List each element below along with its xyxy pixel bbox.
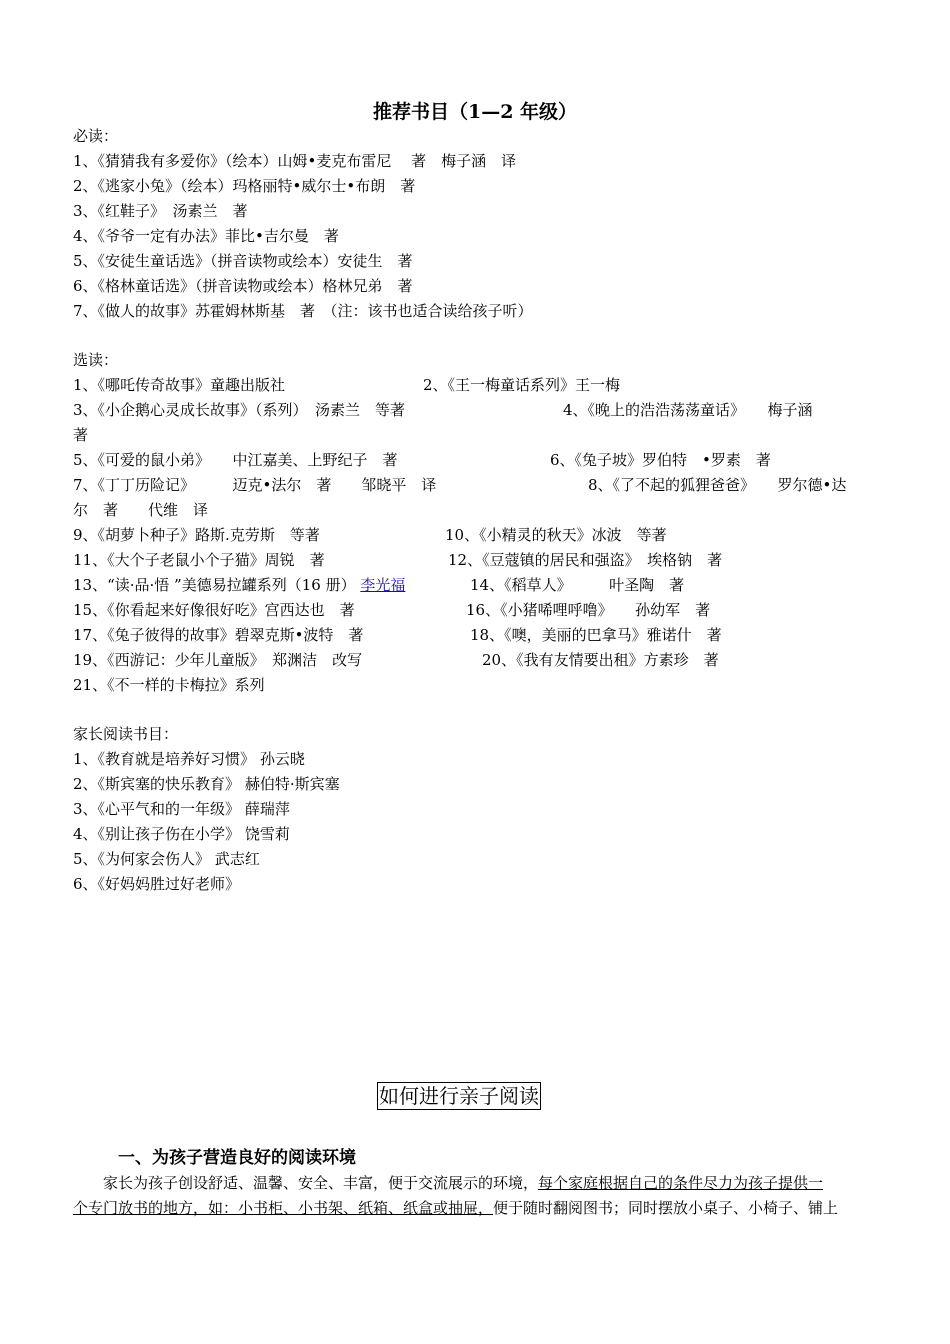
optional-item-13 — [73, 573, 405, 598]
optional-item-8-wrap: 尔 著 代维 译 — [73, 501, 209, 519]
optional-row-1 — [73, 373, 878, 398]
optional-row-3 — [73, 448, 878, 473]
optional-item-17: 17、《兔子彼得的故事》碧翠克斯•波特 著 — [73, 626, 364, 644]
required-item-7: 7、《做人的故事》苏霍姆林斯基 著 （注：该书也适合读给孩子听） — [73, 302, 533, 320]
section-paragraph-line-2 — [73, 1196, 878, 1221]
required-item-6: 6、《格林童话选》（拼音读物或绘本）格林兄弟 著 — [73, 277, 413, 295]
optional-row-8 — [73, 598, 878, 623]
required-label: 必读： — [73, 127, 119, 145]
optional-item-13-text: 13、“读·品·悟 ”美德易拉罐系列（16 册） — [73, 576, 356, 594]
parents-item-2: 2、《斯宾塞的快乐教育》 赫伯特·斯宾塞 — [73, 775, 340, 793]
optional-item-3: 3、《小企鹅心灵成长故事》（系列） 汤素兰 等著 — [73, 401, 406, 419]
optional-item-18: 18、《噢，美丽的巴拿马》雅诺什 著 — [470, 626, 722, 644]
optional-item-4: 4、《晚上的浩浩荡荡童话》 梅子涵 — [563, 401, 813, 419]
optional-item-14: 14、《稻草人》 叶圣陶 著 — [470, 576, 685, 594]
section-title: 如何进行亲子阅读 — [379, 1084, 539, 1108]
optional-item-6: 6、《兔子坡》罗伯特 •罗素 著 — [550, 451, 771, 469]
page-title: 推荐书目（1—2 年级） — [372, 101, 578, 123]
optional-row-9 — [73, 623, 878, 648]
optional-row-10 — [73, 648, 878, 673]
optional-row-7 — [73, 573, 878, 598]
optional-item-10: 10、《小精灵的秋天》冰波 等著 — [445, 526, 667, 544]
section-paragraph — [73, 1171, 878, 1196]
optional-item-9: 9、《胡萝卜种子》路斯.克劳斯 等著 — [73, 526, 320, 544]
parents-label: 家长阅读书目： — [73, 725, 179, 743]
required-item-3: 3、《红鞋子》 汤素兰 著 — [73, 202, 248, 220]
optional-row-6 — [73, 548, 878, 573]
optional-item-8: 8、《了不起的狐狸爸爸》 罗尔德•达 — [588, 476, 847, 494]
optional-item-19: 19、《西游记：少年儿童版》 郑渊洁 改写 — [73, 651, 363, 669]
required-item-5: 5、《安徒生童话选》（拼音读物或绘本）安徒生 著 — [73, 252, 413, 270]
optional-row-4 — [73, 473, 878, 498]
required-item-4: 4、《爷爷一定有办法》菲比•吉尔曼 著 — [73, 227, 339, 245]
paragraph-text-end: 便于随时翻阅图书；同时摆放小桌子、小椅子、铺上 — [493, 1199, 839, 1217]
optional-item-12: 12、《豆蔻镇的居民和强盗》 埃格钠 著 — [448, 551, 723, 569]
optional-item-11: 11、《大个子老鼠小个子猫》周锐 著 — [73, 551, 325, 569]
paragraph-underlined-1: 每个家庭根据自己的条件尽力为孩子提供一 — [538, 1174, 824, 1192]
optional-row-5 — [73, 523, 878, 548]
optional-item-7: 7、《丁丁历险记》 迈克•法尔 著 邹晓平 译 — [73, 476, 437, 494]
required-item-1: 1、《猜猜我有多爱你》（绘本）山姆•麦克布雷尼 著 梅子涵 译 — [73, 152, 517, 170]
optional-item-2: 2、《王一梅童话系列》王一梅 — [423, 376, 621, 394]
optional-item-15: 15、《你看起来好像很好吃》宫西达也 著 — [73, 601, 355, 619]
author-link-li-guangfu[interactable]: 李光福 — [360, 576, 406, 594]
required-item-2: 2、《逃家小兔》（绘本）玛格丽特•威尔士•布朗 著 — [73, 177, 416, 195]
parents-item-3: 3、《心平气和的一年级》 薛瑞萍 — [73, 800, 290, 818]
optional-item-20: 20、《我有友情要出租》方素珍 著 — [482, 651, 719, 669]
parents-item-4: 4、《别让孩子伤在小学》 饶雪莉 — [73, 825, 290, 843]
section-heading: 一、为孩子营造良好的阅读环境 — [118, 1148, 356, 1168]
paragraph-text-start: 家长为孩子创设舒适、温馨、安全、丰富，便于交流展示的环境， — [103, 1174, 539, 1192]
paragraph-underlined-2: 个专门放书的地方，如：小书柜、小书架、纸箱、纸盒或抽屉， — [73, 1199, 494, 1217]
optional-item-1: 1、《哪吒传奇故事》童趣出版社 — [73, 376, 286, 394]
parents-item-6: 6、《好妈妈胜过好老师》 — [73, 875, 241, 893]
optional-item-16: 16、《小猪唏哩呼噜》 孙幼军 著 — [466, 601, 711, 619]
optional-item-5: 5、《可爱的鼠小弟》 中江嘉美、上野纪子 著 — [73, 451, 398, 469]
parents-item-1: 1、《教育就是培养好习惯》 孙云晓 — [73, 750, 305, 768]
optional-item-21: 21、《不一样的卡梅拉》系列 — [73, 676, 265, 694]
parents-item-5: 5、《为何家会伤人》 武志红 — [73, 850, 260, 868]
optional-row-2 — [73, 398, 878, 423]
optional-item-4-wrap: 著 — [73, 426, 89, 444]
optional-label: 选读： — [73, 351, 119, 369]
